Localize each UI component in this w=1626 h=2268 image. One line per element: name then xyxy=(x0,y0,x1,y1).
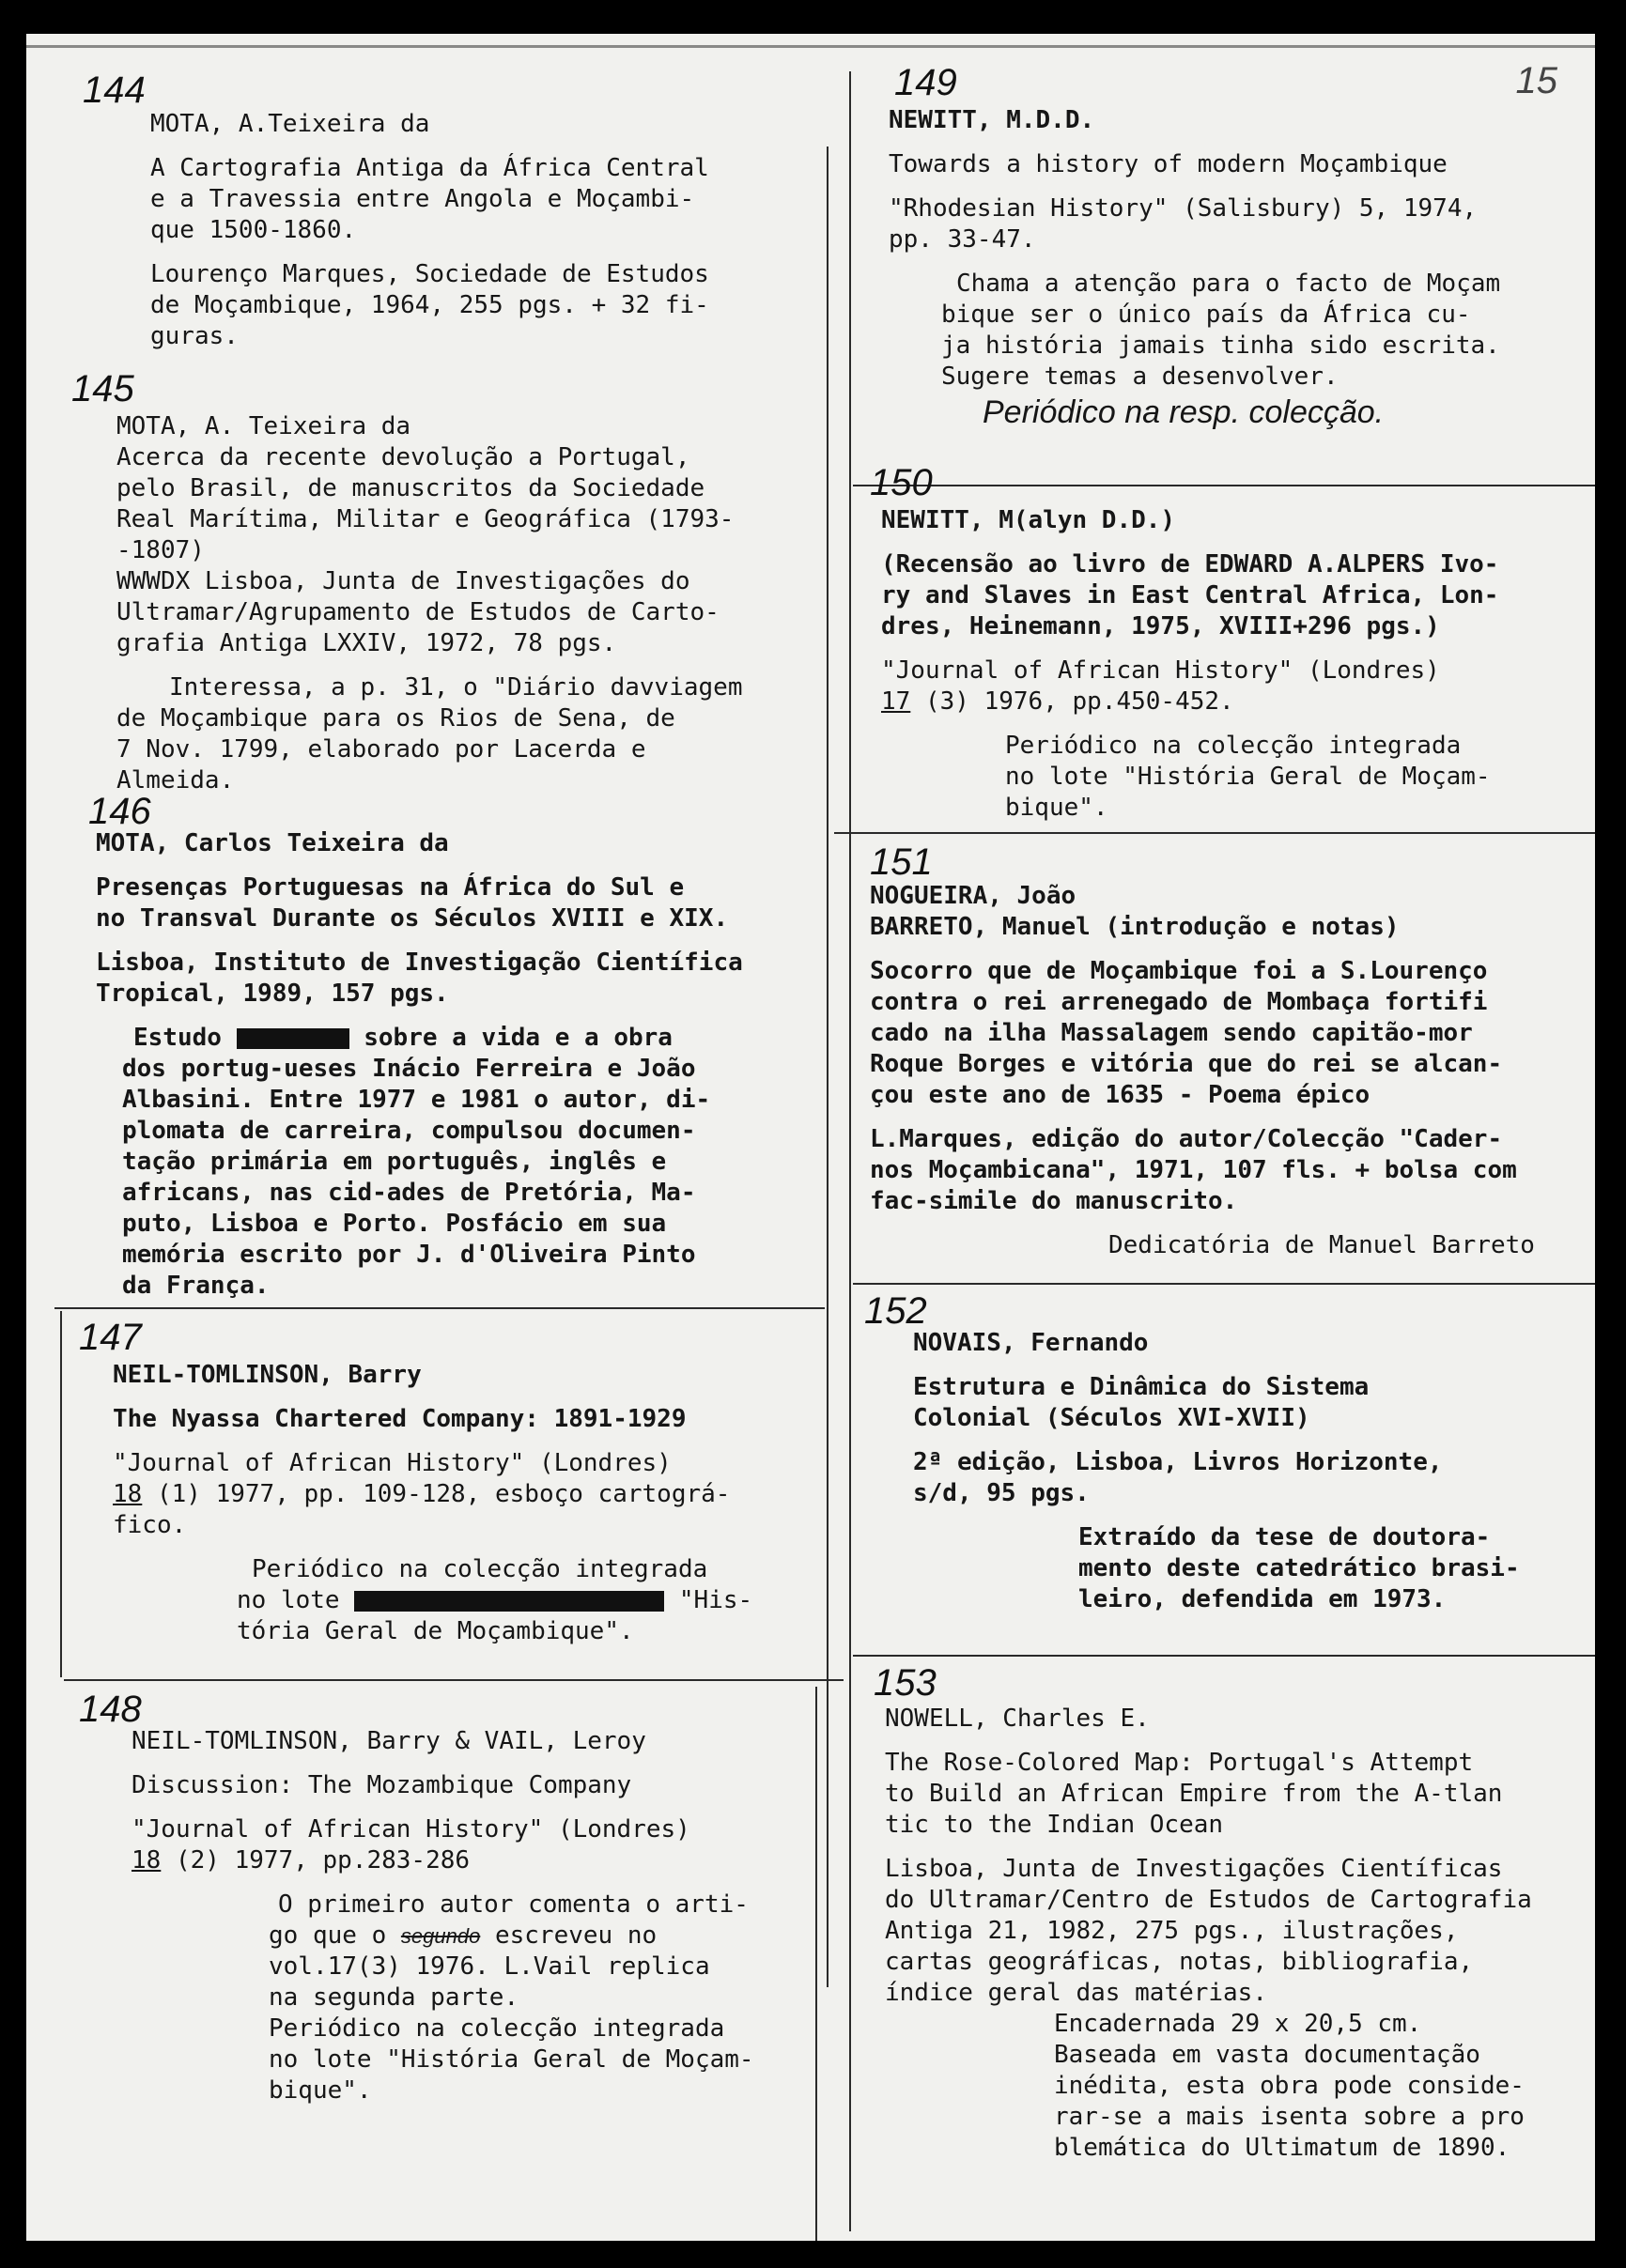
entry-note-line xyxy=(237,1585,752,1616)
entry-author: NEWITT, M(alyn D.D.) xyxy=(881,506,1176,534)
column-divider xyxy=(827,147,828,1987)
entry-note-line: Almeida. xyxy=(116,766,235,795)
note-text: Estudo xyxy=(133,1024,222,1052)
entry-note-line: memória escrito por J. d'Oliveira Pinto xyxy=(122,1241,696,1269)
entry-publication-line: nos Moçambicana", 1971, 107 fls. + bolsa com xyxy=(870,1156,1517,1184)
entry-title-line: The Rose-Colored Map: Portugal's Attempt xyxy=(885,1749,1474,1777)
entry-title-line: Socorro que de Moçambique foi a S.Lourenço xyxy=(870,957,1488,985)
note-text: "His- xyxy=(678,1586,753,1614)
entry-title-line: dres, Heinemann, 1975, XVIII+296 pgs.) xyxy=(881,612,1440,640)
handwritten-correction: segundo xyxy=(400,1924,481,1948)
entry-title-line: Discussion: The Mozambique Company xyxy=(132,1771,632,1799)
entry-note-line: rar-se a mais isenta sobre a pro xyxy=(1054,2103,1525,2131)
entry-150 xyxy=(881,505,1498,824)
entry-title-line: çou este ano de 1635 - Poema épico xyxy=(870,1081,1370,1109)
entry-publication-line: "Journal of African History" (Londres) xyxy=(132,1815,690,1844)
entry-title-line: Roque Borges e vitória que do rei se alcan- xyxy=(870,1050,1503,1078)
entry-publication-line: 2ª edição, Lisboa, Livros Horizonte, xyxy=(913,1448,1443,1476)
entry-title-line: The Nyassa Chartered Company: 1891-1929 xyxy=(113,1405,687,1433)
entry-note-line xyxy=(133,1023,743,1054)
entry-note-line: bique". xyxy=(1005,794,1108,822)
entry-147 xyxy=(113,1360,752,1647)
entry-divider xyxy=(834,832,1595,834)
column-divider xyxy=(849,71,851,2231)
entry-note-line: leiro, defendida em 1973. xyxy=(1078,1585,1447,1613)
entry-divider xyxy=(853,1655,1595,1657)
entry-title-line: pelo Brasil, de manuscritos da Sociedade xyxy=(116,474,705,502)
entry-number: 144 xyxy=(83,69,146,111)
entry-146 xyxy=(96,828,743,1302)
entry-152 xyxy=(913,1328,1520,1615)
entry-publication-line: pp. 33-47. xyxy=(889,225,1036,254)
entry-note-line: de Moçambique para os Rios de Sena, de xyxy=(116,704,675,733)
entry-note-line: no lote "História Geral de Moçam- xyxy=(269,2045,754,2074)
entry-number: 145 xyxy=(71,368,134,409)
entry-note-line: no lote "História Geral de Moçam- xyxy=(1005,763,1491,791)
entry-note-line: bique". xyxy=(269,2076,372,2105)
entry-title-line: tic to the Indian Ocean xyxy=(885,1811,1224,1839)
entry-145 xyxy=(116,411,742,796)
entry-author: MOTA, Carlos Teixeira da xyxy=(96,829,449,857)
entry-author: MOTA, A.Teixeira da xyxy=(150,110,430,138)
entry-author: NEWITT, M.D.D. xyxy=(889,106,1095,134)
entry-title-line: (Recensão ao livro de EDWARD A.ALPERS Ivo- xyxy=(881,550,1499,579)
entry-note-line: vol.17(3) 1976. L.Vail replica xyxy=(269,1952,710,1981)
entry-number: 149 xyxy=(894,62,957,103)
entry-note-line: africans, nas cid-ades de Pretória, Ma- xyxy=(122,1179,696,1207)
entry-title-line: no Transval Durante os Séculos XVIII e XIX. xyxy=(96,904,729,933)
entry-title-line: -1807) xyxy=(116,536,205,564)
entry-publication-line: do Ultramar/Centro de Estudos de Cartografia xyxy=(885,1886,1532,1914)
entry-number: 146 xyxy=(88,791,151,832)
column-divider xyxy=(815,1687,817,2241)
entry-publication-line: "Rhodesian History" (Salisbury) 5, 1974, xyxy=(889,194,1478,223)
entry-number: 147 xyxy=(79,1317,142,1358)
volume-number: 18 xyxy=(132,1846,162,1875)
publication-rest: (2) 1977, pp.283-286 xyxy=(161,1846,471,1875)
entry-note-line: mento deste catedrático brasi- xyxy=(1078,1554,1520,1582)
entry-note-line: ja história jamais tinha sido escrita. xyxy=(941,332,1500,360)
entry-author: NEIL-TOMLINSON, Barry & VAIL, Leroy xyxy=(132,1727,646,1755)
entry-divider xyxy=(64,1679,844,1681)
entry-number: 150 xyxy=(870,462,933,503)
entry-publication-line xyxy=(881,687,1498,717)
entry-author: BARRETO, Manuel (introdução e notas) xyxy=(870,913,1400,941)
entry-note-line: Periódico na colecção integrada xyxy=(1005,732,1462,760)
entry-note-line: plomata de carreira, compulsou documen- xyxy=(122,1117,696,1145)
entry-note-line: bique ser o único país da África cu- xyxy=(941,301,1471,329)
entry-note-line: Extraído da tese de doutora- xyxy=(1078,1523,1491,1551)
entry-title-line: Acerca da recente devolução a Portugal, xyxy=(116,443,690,471)
entry-author: NEIL-TOMLINSON, Barry xyxy=(113,1361,422,1389)
entry-publication-line: Ultramar/Agrupamento de Estudos de Carto- xyxy=(116,598,720,626)
note-text: sobre a vida e a obra xyxy=(364,1024,673,1052)
entry-number: 152 xyxy=(864,1290,927,1332)
entry-author: MOTA, A. Teixeira da xyxy=(116,412,411,440)
entry-publication-line: Tropical, 1989, 157 pgs. xyxy=(96,980,449,1008)
entry-publication-line: WWWDX Lisboa, Junta de Investigações do xyxy=(116,567,690,595)
entry-title-line: que 1500-1860. xyxy=(150,216,357,244)
entry-note-line xyxy=(269,1921,754,1952)
entry-publication-line xyxy=(132,1845,754,1876)
entry-author: NOWELL, Charles E. xyxy=(885,1705,1150,1733)
entry-title-line: Colonial (Séculos XVI-XVII) xyxy=(913,1404,1310,1432)
entry-note-line: Chama a atenção para o facto de Moçam xyxy=(956,270,1501,298)
entry-title-line: Towards a history of modern Moçambique xyxy=(889,150,1448,178)
entry-151 xyxy=(870,881,1535,1261)
redaction-mark xyxy=(237,1028,349,1049)
entry-153 xyxy=(885,1704,1532,2164)
entry-title-line: A Cartografia Antiga da África Central xyxy=(150,154,709,182)
entry-note-line: Baseada em vasta documentação xyxy=(1054,2041,1480,2069)
entry-publication-line: Lisboa, Instituto de Investigação Científica xyxy=(96,949,743,977)
publication-rest: (3) 1976, pp.450-452. xyxy=(910,687,1234,716)
entry-note-line: O primeiro autor comenta o arti- xyxy=(278,1890,749,1919)
note-text: escreveu no xyxy=(494,1921,658,1950)
entry-title-line: Presenças Portuguesas na África do Sul e xyxy=(96,873,685,902)
catalogue-page xyxy=(26,34,1595,2241)
entry-divider xyxy=(853,485,1595,486)
page-number: 15 xyxy=(1515,60,1557,101)
entry-title-line: to Build an African Empire from the A-tlan xyxy=(885,1780,1503,1808)
entry-note-line: 7 Nov. 1799, elaborado por Lacerda e xyxy=(116,735,646,764)
entry-publication-line: cartas geográficas, notas, bibliografia, xyxy=(885,1948,1474,1976)
entry-title-line: ry and Slaves in East Central Africa, Lon- xyxy=(881,581,1499,609)
entry-note-line: Periódico na colecção integrada xyxy=(252,1555,708,1583)
note-text: no lote xyxy=(237,1586,340,1614)
entry-note-line: puto, Lisboa e Porto. Posfácio em sua xyxy=(122,1210,667,1238)
entry-note-line: da França. xyxy=(122,1272,270,1300)
entry-note-line: Dedicatória de Manuel Barreto xyxy=(1108,1231,1535,1259)
entry-note-line: dos portug-ueses Inácio Ferreira e João xyxy=(122,1055,696,1083)
column-divider xyxy=(60,1311,62,1677)
entry-publication-line: grafia Antiga LXXIV, 1972, 78 pgs. xyxy=(116,629,617,657)
entry-divider xyxy=(54,1307,825,1309)
entry-number: 148 xyxy=(79,1689,142,1730)
entry-note-line: Interessa, a p. 31, o "Diário davviagem xyxy=(169,673,743,702)
entry-divider xyxy=(853,1283,1595,1285)
entry-149 xyxy=(889,105,1500,431)
entry-note-line: na segunda parte. xyxy=(269,1983,519,2012)
handwritten-note: Periódico na resp. colecção. xyxy=(983,394,1385,430)
entry-title-line: Estrutura e Dinâmica do Sistema xyxy=(913,1373,1370,1401)
entry-note-line: tória Geral de Moçambique". xyxy=(237,1617,634,1645)
entry-publication-line: Lourenço Marques, Sociedade de Estudos xyxy=(150,260,709,288)
entry-publication-line: fac-simile do manuscrito. xyxy=(870,1187,1238,1215)
entry-publication-line: fico. xyxy=(113,1511,187,1539)
entry-publication-line: "Journal of African History" (Londres) xyxy=(113,1449,672,1477)
entry-publication-line: "Journal of African History" (Londres) xyxy=(881,656,1440,685)
entry-title-line: contra o rei arrenegado de Mombaça fortifi xyxy=(870,988,1488,1016)
entry-note-line: tação primária em português, inglês e xyxy=(122,1148,667,1176)
entry-note-line: Sugere temas a desenvolver. xyxy=(941,363,1339,391)
entry-publication-line: de Moçambique, 1964, 255 pgs. + 32 fi- xyxy=(150,291,709,319)
entry-144 xyxy=(150,109,709,352)
entry-note-line: blemática do Ultimatum de 1890. xyxy=(1054,2134,1510,2162)
entry-publication-line: s/d, 95 pgs. xyxy=(913,1479,1090,1507)
entry-note-line: Albasini. Entre 1977 e 1981 o autor, di- xyxy=(122,1086,711,1114)
entry-note-line: inédita, esta obra pode conside- xyxy=(1054,2072,1525,2100)
entry-publication-line: L.Marques, edição do autor/Colecção "Cader- xyxy=(870,1125,1503,1153)
entry-publication-line: guras. xyxy=(150,322,239,350)
entry-title-line: Real Marítima, Militar e Geográfica (1793- xyxy=(116,505,735,533)
entry-note-line: Encadernada 29 x 20,5 cm. xyxy=(1054,2010,1422,2038)
entry-number: 153 xyxy=(874,1662,937,1704)
top-rule xyxy=(26,45,1595,48)
entry-publication-line xyxy=(113,1479,752,1510)
entry-publication-line: índice geral das matérias. xyxy=(885,1979,1267,2007)
entry-title-line: cado na ilha Massalagem sendo capitão-mor xyxy=(870,1019,1473,1047)
volume-number: 18 xyxy=(113,1480,143,1508)
redaction-mark xyxy=(354,1591,664,1612)
entry-publication-line: Antiga 21, 1982, 275 pgs., ilustrações, xyxy=(885,1917,1459,1945)
note-text: go que o xyxy=(269,1921,387,1950)
entry-number: 151 xyxy=(870,841,933,883)
entry-author: NOVAIS, Fernando xyxy=(913,1329,1149,1357)
entry-note-line: Periódico na colecção integrada xyxy=(269,2014,725,2043)
entry-author: NOGUEIRA, João xyxy=(870,882,1076,910)
volume-number: 17 xyxy=(881,687,911,716)
entry-148 xyxy=(132,1726,754,2106)
publication-rest: (1) 1977, pp. 109-128, esboço cartográ- xyxy=(142,1480,731,1508)
entry-title-line: e a Travessia entre Angola e Moçambi- xyxy=(150,185,695,213)
entry-publication-line: Lisboa, Junta de Investigações Científicas xyxy=(885,1855,1503,1883)
